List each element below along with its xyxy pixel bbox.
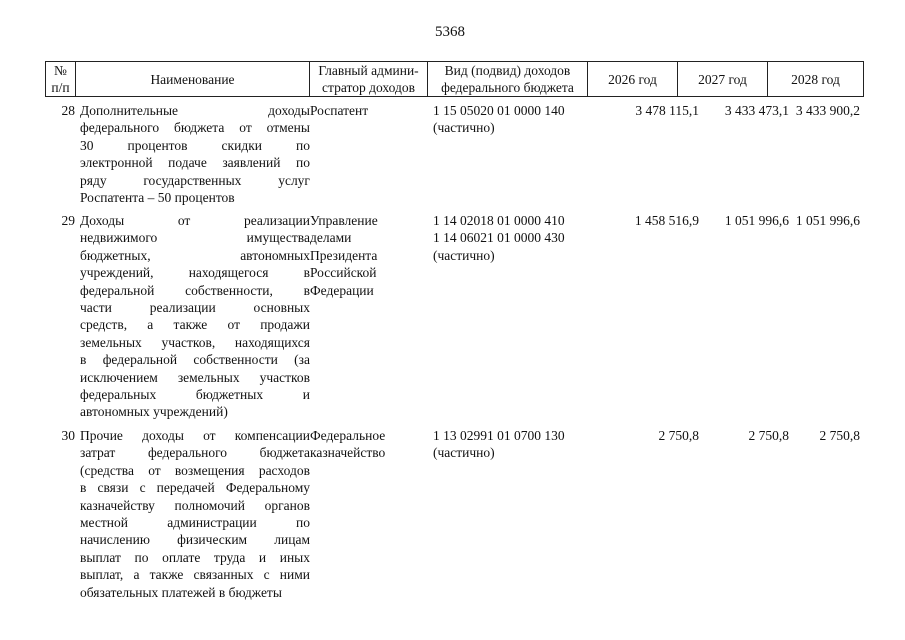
row-value-2026: 3 478 115,1 — [635, 103, 699, 118]
row-value-2026: 2 750,8 — [658, 428, 699, 443]
row-number: 28 — [61, 103, 75, 118]
row-value-2027: 1 051 996,6 — [724, 213, 789, 228]
row-value-2027: 2 750,8 — [748, 428, 789, 443]
row-admin: Управление делами Президента Российской Федерации — [310, 213, 378, 298]
row-admin: Федеральное казначейство — [310, 428, 386, 461]
row-number: 29 — [61, 213, 75, 228]
header-num: № п/п — [46, 62, 76, 97]
row-value-2028: 1 051 996,6 — [795, 213, 860, 228]
header-code: Вид (подвид) доходов федерального бюджета — [428, 62, 588, 97]
header-2027: 2027 год — [678, 62, 768, 97]
row-code: 1 13 02991 01 0700 130 (частично) — [433, 428, 565, 461]
row-number: 30 — [61, 428, 75, 443]
header-2026: 2026 год — [588, 62, 678, 97]
header-2028: 2028 год — [768, 62, 864, 97]
row-value-2027: 3 433 473,1 — [724, 103, 789, 118]
row-code: 1 15 05020 01 0000 140 (частично) — [433, 103, 565, 136]
row-value-2028: 2 750,8 — [819, 428, 860, 443]
header-admin: Главный админи- стратор доходов — [310, 62, 428, 97]
row-name: Прочие доходы от компенсации затрат федерального бюджета (средства от возмещения расходов в связи с передачей Федеральному казначейству полномочий органов местной администрации по начислению физическим лицам выплат по оплате труда и иных выплат, а также связанных с ними обязательных платежей в бюджеты — [80, 428, 310, 600]
header-name: Наименование — [76, 62, 310, 97]
row-value-2028: 3 433 900,2 — [795, 103, 860, 118]
row-name: Дополнительные доходы федерального бюджета от отмены 30 процентов скидки по электронной подаче заявлений по ряду государственных услуг Роспатента – 50 процентов — [80, 103, 310, 206]
row-code: 1 14 02018 01 0000 410 1 14 06021 01 0000 430 (частично) — [433, 213, 565, 263]
row-value-2026: 1 458 516,9 — [634, 213, 699, 228]
page-number: 5368 — [435, 24, 465, 40]
table-header — [45, 61, 864, 97]
row-admin: Роспатент — [310, 103, 369, 118]
row-name: Доходы от реализации недвижимого имущества бюджетных, автономных учреждений, находящегося в федеральной собственности, в части реализации основных средств, а также от продажи земельных участков, находящихся в федеральной собственности (за исключением земельных участков федеральных бюджетных и автономных учреждений) — [80, 213, 310, 420]
